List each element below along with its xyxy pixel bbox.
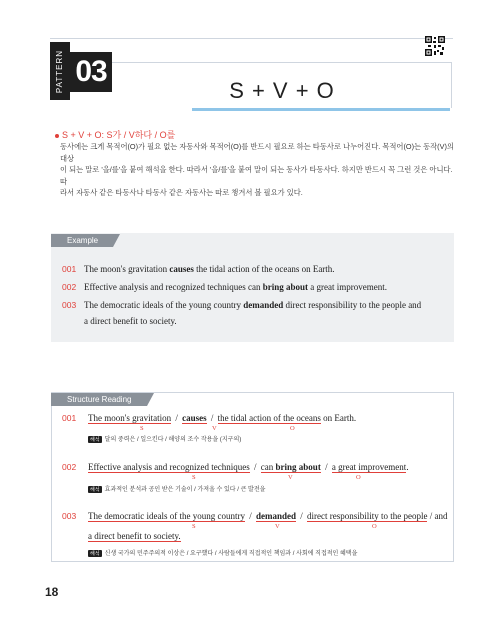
label-o: O (356, 474, 361, 481)
verb: demanded (255, 511, 296, 521)
object: direct responsibility to the people (307, 511, 428, 521)
page-number: 18 (45, 585, 59, 599)
translation: 해석 달의 중력은 / 일으킨다 / 해양의 조수 작용을 (지구의) (90, 437, 242, 443)
example-number: 001 (62, 264, 77, 274)
translation-tag: 해석 (90, 551, 100, 557)
structure-item-continued: a direct benefit to society. (88, 531, 181, 541)
bullet-icon (55, 134, 59, 138)
subject: The moon's gravitation (88, 413, 172, 423)
example-label: Example (51, 234, 113, 247)
object: the tidal action of the oceans (217, 413, 321, 423)
pattern-label: PATTERN (55, 49, 65, 93)
label-v: V (212, 425, 217, 432)
translation: 해석 신생 국가의 민주주의적 이상은 / 요구했다 / 사람들에게 직접적인 책임과 / 사회에 직접적인 혜택을 (90, 551, 358, 557)
label-v: V (275, 523, 280, 530)
structure-label: Structure Reading (51, 393, 147, 406)
example-item: 003 The democratic ideals of the young country demanded direct responsibility to the people and (62, 300, 422, 310)
structure-item: 003 The democratic ideals of the young country / demanded / direct responsibility to the people / and (62, 511, 448, 521)
label-s: S (140, 425, 144, 432)
translation-tag: 해석 (90, 437, 100, 443)
intro-heading: S + V + O: S가 / V하다 / O를 (55, 128, 175, 141)
label-v: V (288, 474, 293, 481)
intro-line: 동사에는 크게 목적어(O)가 필요 없는 자동사와 목적어(O)를 반드시 필요로 하는 타동사로 나누어진다. 목적어(O)는 동작(V)의 대상 (60, 142, 454, 163)
header-rule (50, 38, 453, 39)
label-s: S (192, 474, 196, 481)
structure-item: 001 The moon's gravitation / causes / the tidal action of the oceans on Earth. (62, 413, 357, 423)
intro-line: 이 되는 말로 '을/를'을 붙여 해석을 한다. 따라서 '을/를'을 붙여 말이 되는 동사가 타동사다. 하지만 반드시 꼭 그런 것은 아니다. 따 (60, 165, 453, 186)
label-o: O (372, 523, 377, 530)
example-item: 002 Effective analysis and recognized techniques can bring about a great improvement. (62, 282, 388, 292)
label-o: O (290, 425, 295, 432)
pattern-number: 03 (70, 52, 112, 92)
qr-code-icon[interactable] (425, 36, 445, 56)
title-underline (192, 108, 450, 111)
example-number: 003 (62, 300, 77, 310)
subject: The democratic ideals of the young country (88, 511, 245, 521)
pattern-tab (50, 42, 70, 100)
example-number: 002 (62, 282, 77, 292)
structure-item: 002 Effective analysis and recognized techniques / can bring about / a great improvement. (62, 462, 409, 472)
label-s: S (192, 523, 196, 530)
translation-tag: 해석 (90, 487, 100, 493)
example-item-continued: a direct benefit to society. (84, 316, 177, 326)
object: a great improvement (331, 462, 407, 472)
verb: bring about (275, 462, 321, 472)
translation: 해석 효과적인 분석과 공인 받은 기술이 / 가져올 수 있다 / 큰 발전을 (90, 487, 266, 493)
intro-line: 라서 자동사 같은 타동사나 타동사 같은 자동사는 따로 챙겨서 볼 필요가 있다. (60, 188, 303, 197)
intro-body (60, 141, 455, 199)
example-item: 001 The moon's gravitation causes the tidal action of the oceans on Earth. (62, 264, 335, 274)
subject: Effective analysis and recognized techniques (88, 462, 250, 472)
verb: causes (182, 413, 207, 423)
page-title: S + V + O (229, 78, 335, 103)
